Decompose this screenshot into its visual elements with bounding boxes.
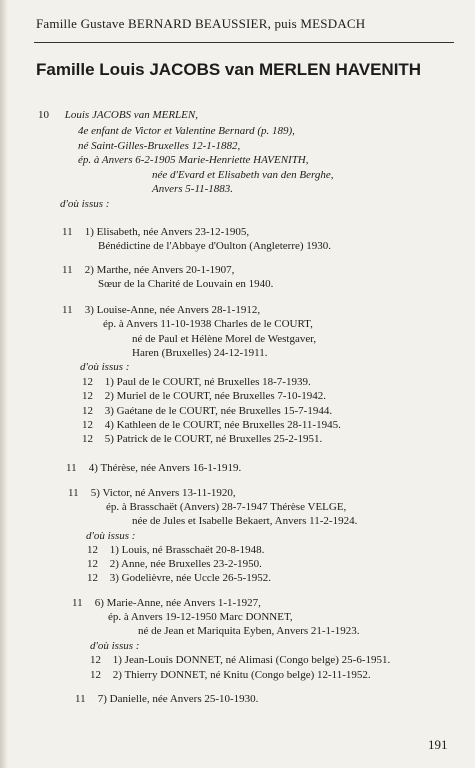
child-line: né de Jean et Mariquita Eyben, Anvers 21-1-1923.: [138, 625, 360, 637]
child-entry: [75, 692, 258, 706]
grandchild-entry: [87, 543, 264, 557]
child-text: 2) Marthe, née Anvers 20-1-1907,: [84, 264, 235, 276]
child-text: 7) Danielle, née Anvers 25-10-1930.: [97, 693, 259, 705]
dou-issus-label: d'où issus :: [90, 640, 140, 652]
child-line: Haren (Bruxelles) 24-12-1911.: [132, 347, 268, 359]
generation-number: 11: [62, 264, 73, 276]
grandchild-entry: [90, 653, 390, 667]
grandchild-entry: [82, 404, 332, 418]
dou-issus-label: d'où issus :: [60, 198, 110, 210]
child-text: 3) Louise-Anne, née Anvers 28-1-1912,: [84, 304, 261, 316]
grandchild-entry: [82, 418, 341, 432]
dou-issus-label: d'où issus :: [86, 530, 136, 542]
child-line: Bénédictine de l'Abbaye d'Oulton (Angleterre) 1930.: [98, 240, 332, 252]
child-entry: [62, 263, 234, 277]
child-text: 6) Marie-Anne, née Anvers 1-1-1927,: [94, 597, 261, 609]
child-line: née de Jules et Isabelle Bekaert, Anvers 11-2-1924.: [132, 515, 358, 527]
generation-number: 12: [87, 544, 98, 556]
child-text: 4) Thérèse, née Anvers 16-1-1919.: [88, 462, 242, 474]
grandchild-entry: [82, 375, 311, 389]
page-title: Famille Louis JACOBS van MERLEN HAVENITH: [36, 60, 422, 79]
grandchild-text: 1) Jean-Louis DONNET, né Alimasi (Congo belge) 25-6-1951.: [112, 654, 391, 666]
grandchild-text: 2) Thierry DONNET, né Knitu (Congo belge) 12-11-1952.: [112, 669, 371, 681]
child-entry: [72, 596, 261, 610]
child-entry: [62, 303, 260, 317]
child-entry: [66, 461, 241, 475]
generation-number: 11: [62, 304, 73, 316]
child-text: 5) Victor, né Anvers 13-11-1920,: [90, 487, 236, 499]
generation-number: 12: [90, 669, 101, 681]
main-entry-line: née d'Evard et Elisabeth van den Berghe,: [152, 169, 334, 181]
child-text: 1) Elisabeth, née Anvers 23-12-1905,: [84, 226, 250, 238]
generation-number: 11: [62, 226, 73, 238]
generation-number: 12: [82, 433, 93, 445]
grandchild-text: 1) Louis, né Brasschaët 20-8-1948.: [109, 544, 265, 556]
main-entry-line: Anvers 5-11-1883.: [152, 183, 234, 195]
grandchild-text: 4) Kathleen de le COURT, née Bruxelles 28-11-1945.: [104, 419, 341, 431]
page-number: 191: [428, 737, 448, 752]
child-line: ép. à Anvers 11-10-1938 Charles de le COURT,: [103, 318, 313, 330]
generation-number: 12: [82, 419, 93, 431]
child-line: Sœur de la Charité de Louvain en 1940.: [98, 278, 274, 290]
child-line: ép. à Brasschaët (Anvers) 28-7-1947 Thérèse VELGE,: [106, 501, 347, 513]
page-binding-shadow: [0, 0, 8, 768]
grandchild-text: 3) Godelièvre, née Uccle 26-5-1952.: [109, 572, 272, 584]
generation-number: 12: [82, 405, 93, 417]
grandchild-entry: [82, 432, 322, 446]
header-rule: [34, 42, 454, 43]
generation-number: 11: [72, 597, 83, 609]
generation-number: 12: [82, 376, 93, 388]
child-line: ép. à Anvers 19-12-1950 Marc DONNET,: [108, 611, 293, 623]
main-entry-name: [38, 108, 198, 122]
child-entry: [68, 486, 236, 500]
generation-number: 12: [90, 654, 101, 666]
person-name: Louis JACOBS van MERLEN,: [64, 109, 198, 121]
generation-number: 12: [82, 390, 93, 402]
child-entry: [62, 225, 249, 239]
generation-number: 11: [66, 462, 77, 474]
grandchild-text: 2) Muriel de le COURT, née Bruxelles 7-10-1942.: [104, 390, 326, 402]
grandchild-entry: [90, 668, 371, 682]
dou-issus-label: d'où issus :: [80, 361, 130, 373]
grandchild-text: 1) Paul de le COURT, né Bruxelles 18-7-1939.: [104, 376, 311, 388]
grandchild-entry: [82, 389, 326, 403]
main-entry-line: 4e enfant de Victor et Valentine Bernard (p. 189),: [78, 125, 295, 137]
running-head: Famille Gustave BERNARD BEAUSSIER, puis MESDACH: [36, 16, 366, 31]
main-entry-line: ép. à Anvers 6-2-1905 Marie-Henriette HAVENITH,: [78, 154, 309, 166]
grandchild-entry: [87, 557, 262, 571]
main-entry-line: né Saint-Gilles-Bruxelles 12-1-1882,: [78, 140, 241, 152]
generation-number: 11: [75, 693, 86, 705]
generation-number: 12: [87, 558, 98, 570]
child-line: né de Paul et Hélène Morel de Westgaver,: [132, 333, 317, 345]
grandchild-text: 2) Anne, née Bruxelles 23-2-1950.: [109, 558, 262, 570]
generation-number: 11: [68, 487, 79, 499]
generation-number: 12: [87, 572, 98, 584]
generation-number: 10: [38, 109, 49, 121]
grandchild-entry: [87, 571, 271, 585]
grandchild-text: 3) Gaétane de le COURT, née Bruxelles 15-7-1944.: [104, 405, 333, 417]
grandchild-text: 5) Patrick de le COURT, né Bruxelles 25-2-1951.: [104, 433, 323, 445]
